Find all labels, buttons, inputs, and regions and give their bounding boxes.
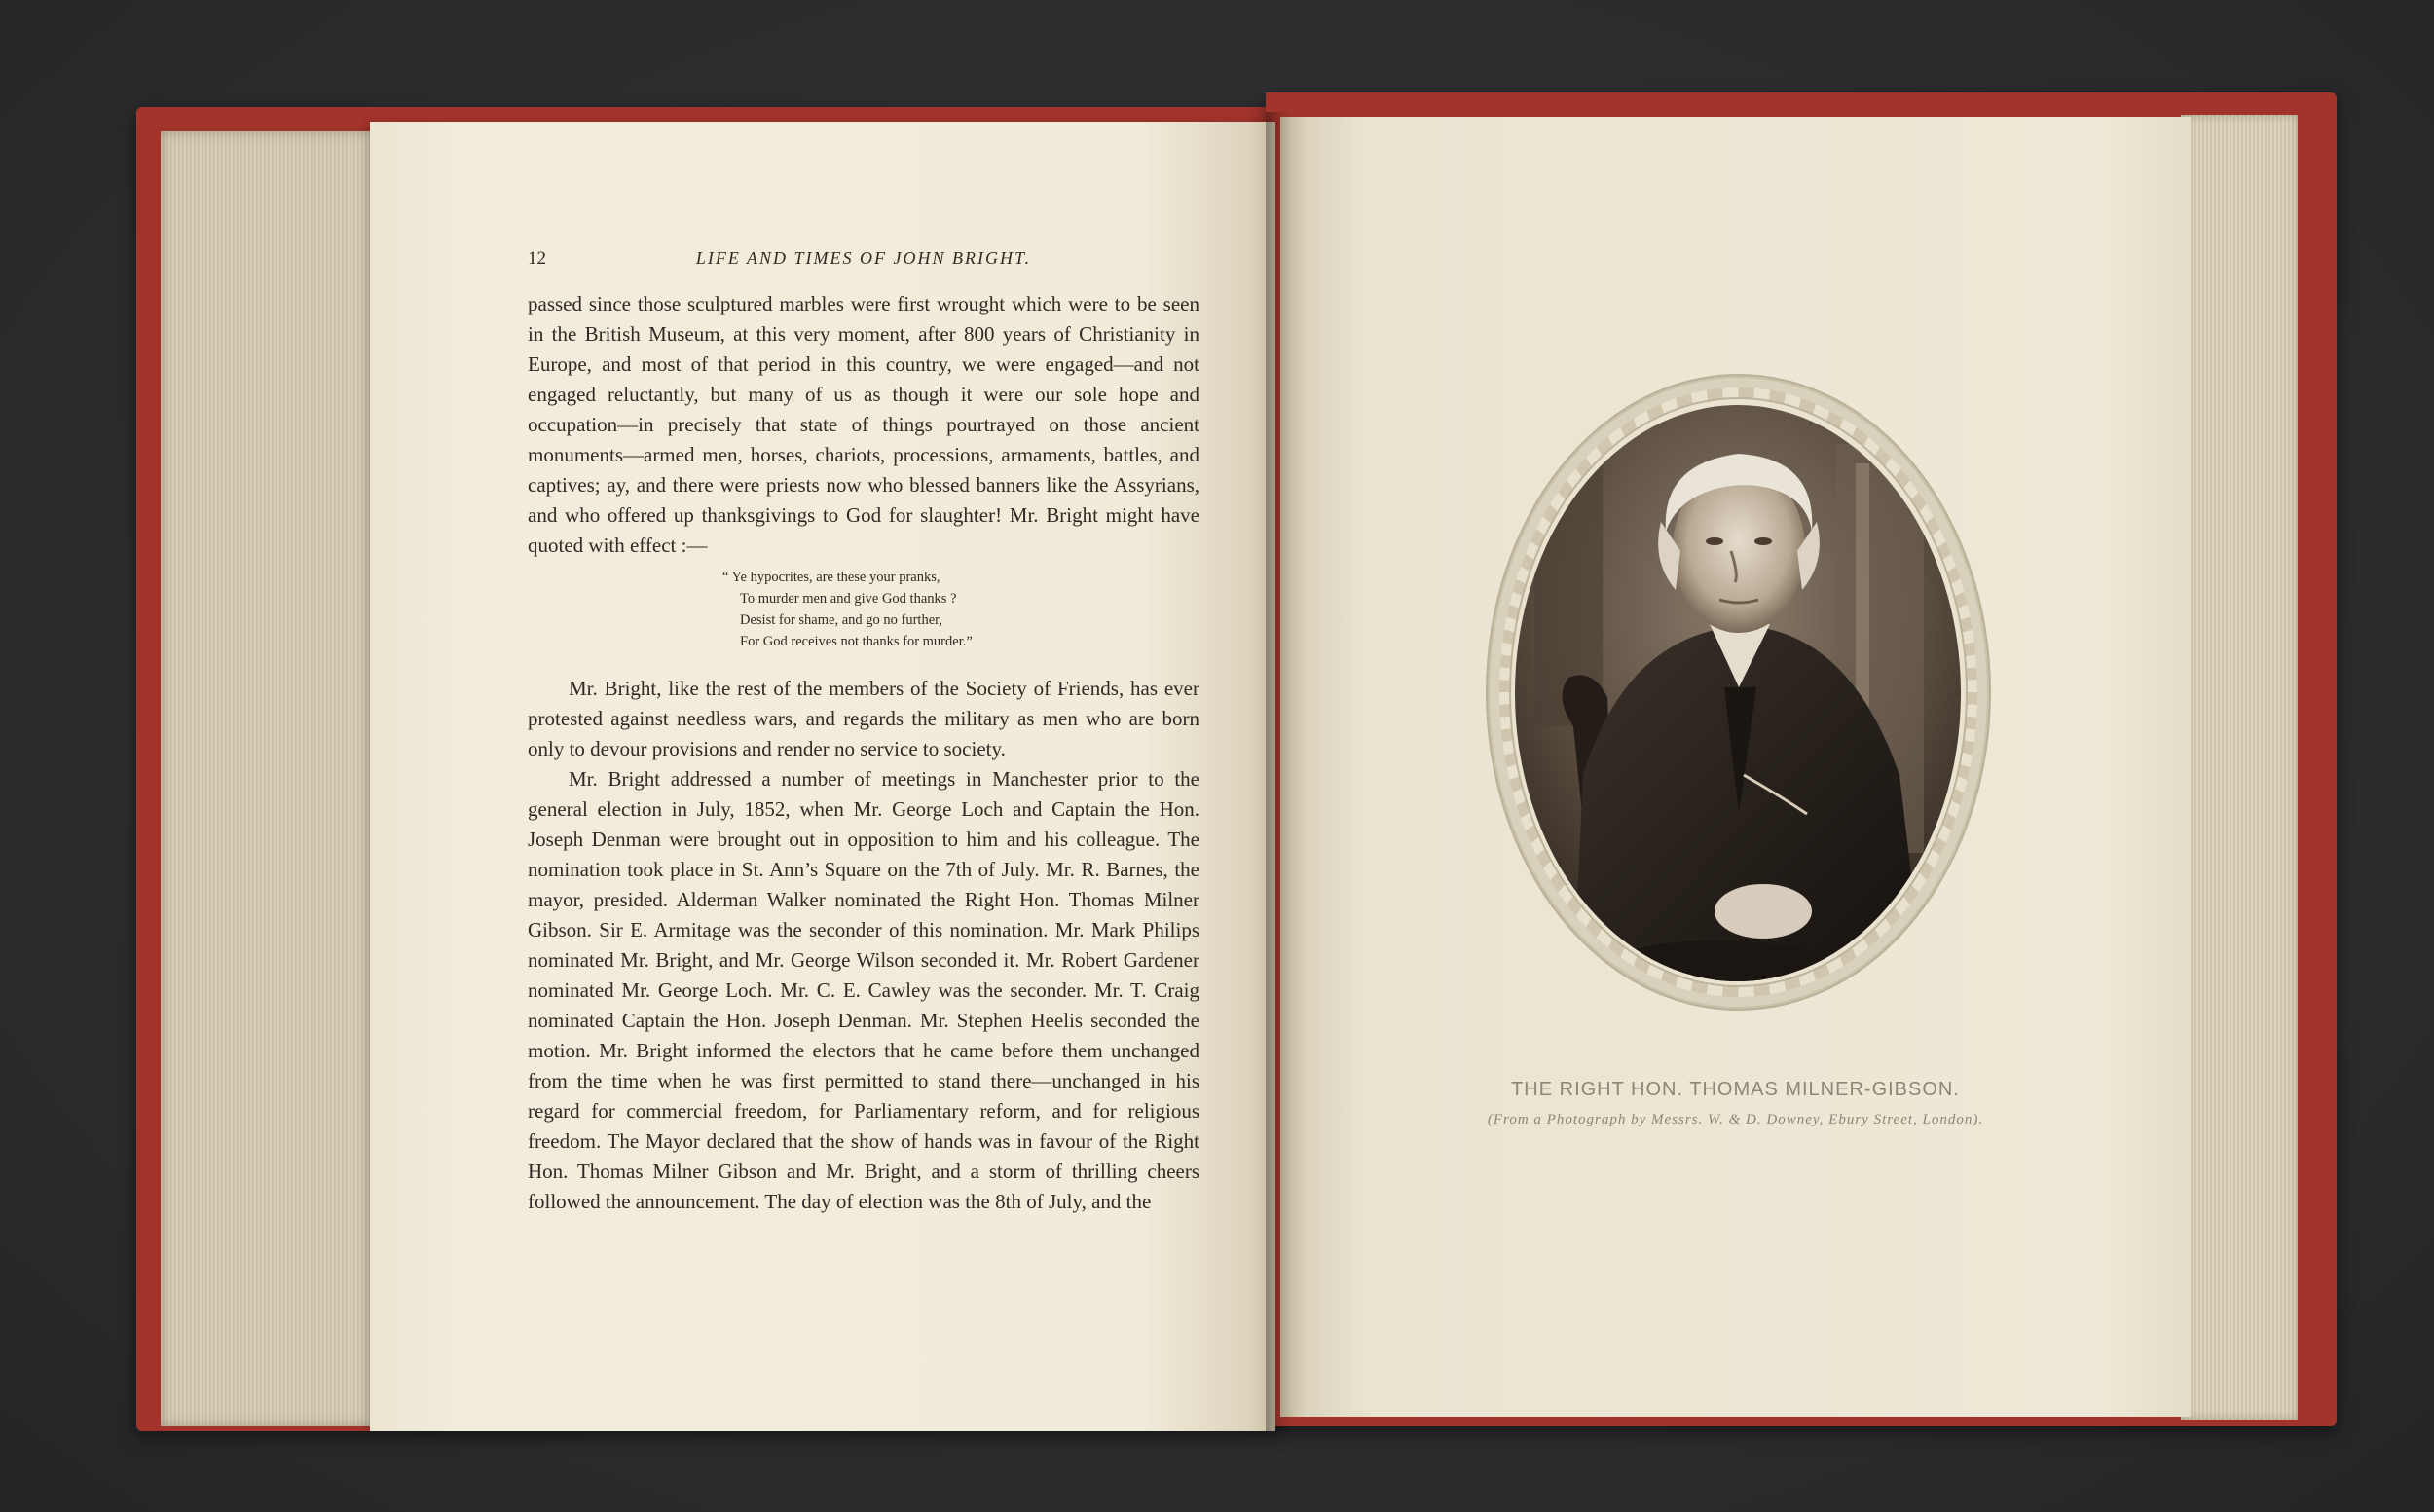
quote-line-1: “ Ye hypocrites, are these your pranks, [722,570,940,585]
book-gutter [1266,112,1293,1431]
quote-line-2: To murder men and give God thanks ? [740,591,957,607]
page-number: 12 [528,248,546,269]
portrait-caption-credit: (From a Photograph by Messrs. W. & D. Downey, Ebury Street, London). [1487,1112,1984,1127]
running-title: LIFE AND TIMES OF JOHN BRIGHT. [695,248,1032,268]
paragraph-2: Mr. Bright, like the rest of the members of the Society of Friends, has ever protested against needless wars, and regards the military as men who are born only to devour provisions and render no service to society. [528,677,1199,760]
portrait-caption-title: THE RIGHT HON. THOMAS MILNER-GIBSON. [1511,1079,1960,1100]
page-edges-left [161,131,375,1426]
page-edges-right [2181,115,2298,1420]
running-head [528,248,1199,277]
paragraph-1: passed since those sculptured marbles were first wrought which were to be seen in the British Museum, at this very moment, after 800 years of Christianity in Europe, and most of that period in this country, we were engaged—and not engaged reluctantly, but many of us as though it were our sole hope and occupation—in precisely that state of things pourtrayed on those ancient monuments—armed men, horses, chariots, processions, armaments, battles, and captives; ay, and there were priests now who blessed banners like the Assyrians, and who offered up thanksgivings to God for slaughter! Mr. Bright might have quoted with effect :— [528,292,1199,557]
verse-quote [722,567,1199,652]
quote-line-4: For God receives not thanks for murder.” [740,634,973,649]
left-page-text [528,248,1199,1217]
portrait-photograph [1515,405,1961,981]
paragraph-3: Mr. Bright addressed a number of meetings in Manchester prior to the general election in July, 1852, when Mr. George Loch and Captain the Hon. Joseph Denman were brought out in opposition to him and his colleague. The nomination took place in St. Ann’s Square on the 7th of July. Mr. R. Barnes, the mayor, presided. Alderman Walker nominated the Right Hon. Thomas Milner Gibson. Sir E. Armitage was the seconder of this nomination. Mr. Mark Philips nominated Mr. Bright, and Mr. George Wilson seconded it. Mr. Robert Gardener nominated Mr. George Loch. Mr. C. E. Cawley was the seconder. Mr. T. Craig nominated Captain the Hon. Joseph Denman. Mr. Stephen Heelis seconded the motion. Mr. Bright informed the electors that he came before them unchanged from the time when he was first permitted to stand there—unchanged in his regard for commercial freedom, for Parliamentary reform, and for religious freedom. The Mayor declared that the show of hands was in favour of the Right Hon. Thomas Milner Gibson and Mr. Bright, and a storm of thrilling cheers followed the announcement. The day of election was the 8th of July, and the [528,767,1199,1213]
quote-line-3: Desist for shame, and go no further, [740,612,943,628]
